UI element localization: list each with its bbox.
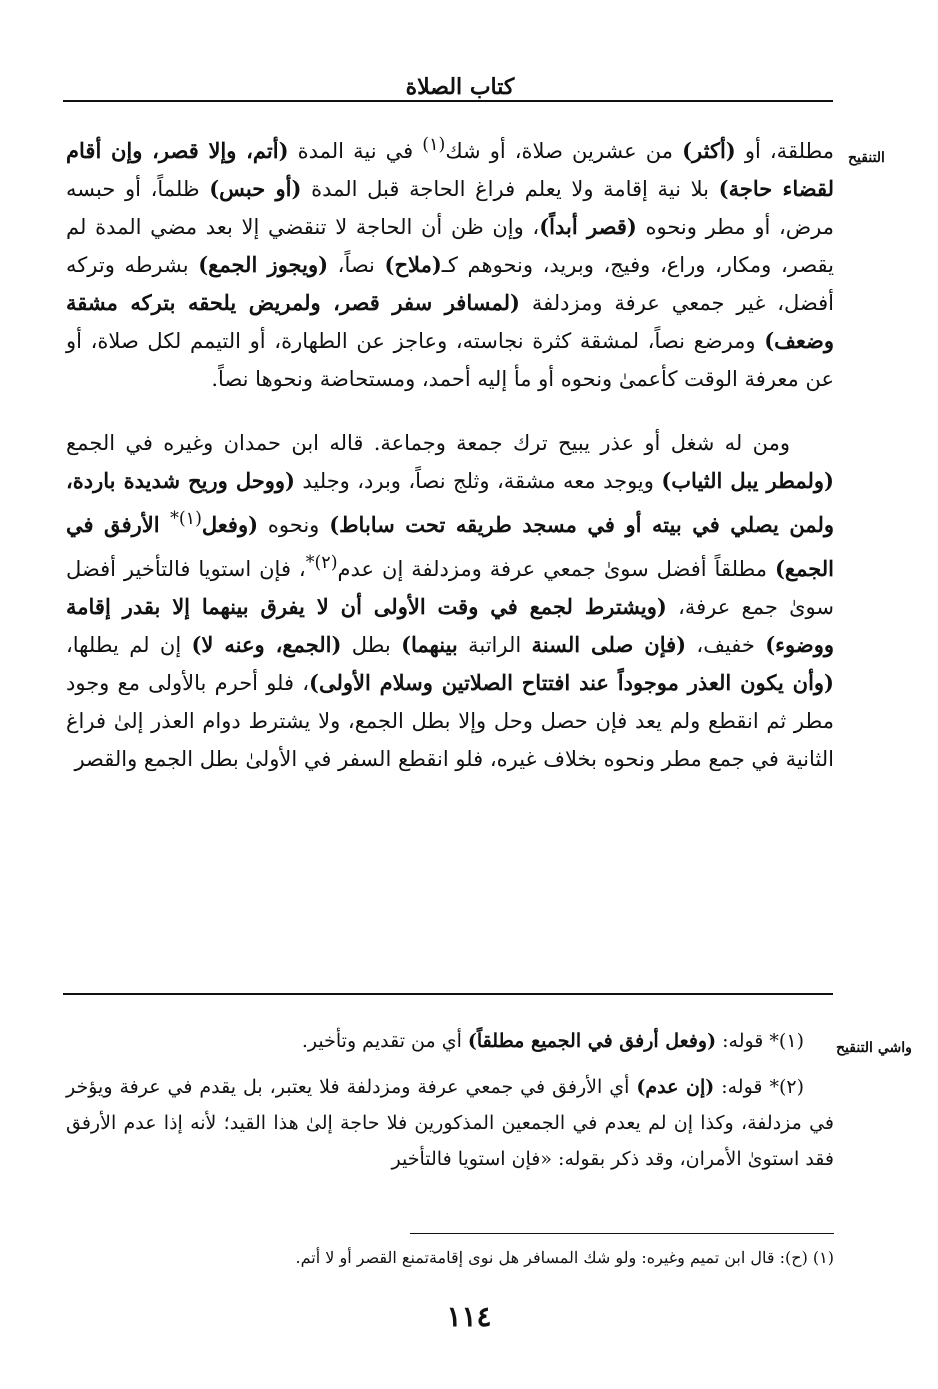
text-run: مطلقاً أفضل سوىٰ جمعي عرفة ومزدلفة إن عدم	[337, 557, 775, 581]
text-run: ويوجد معه مشقة، وثلج نصاً، وبرد، وجليد	[294, 469, 662, 493]
bold-run: الأرفق في الجمع)	[66, 512, 834, 581]
bold-run: (فإن صلى السنة	[531, 632, 687, 657]
bold-run: (أو حبس)	[209, 176, 302, 201]
header-rule	[63, 100, 833, 102]
bold-run: (ولمطر يبل الثياب)	[661, 468, 834, 493]
text-run: نصاً،	[328, 253, 385, 277]
notes-separator-rule	[63, 993, 833, 995]
text-run: من عشرين صلاة، أو شك	[445, 139, 683, 163]
bold-run: (ملاح)	[384, 252, 442, 277]
text-run: ومن له شغل أو عذر يبيح ترك جمعة وجماعة. قاله ابن حمدان وغيره في الجمع	[66, 431, 790, 455]
text-run: أي من تقديم وتأخير.	[301, 1030, 468, 1052]
text-run: ونحوه	[258, 513, 330, 537]
bold-run: (وفعل	[201, 512, 259, 537]
bold-run: (وفعل أرفق في الجميع مطلقاً)	[467, 1030, 717, 1052]
text-run: ، وإن ظن أن الحاجة لا تنقضي إلا بعد مضي المدة لم يقصر، ومكار، وراع، وفيج، وبريد، ونحوهم كـ	[66, 215, 835, 277]
footnote-rule	[410, 1233, 834, 1234]
bold-run: (الجمع، وعنه لا)	[191, 632, 342, 657]
footnote-marker: (١)	[422, 135, 446, 155]
bold-run: (ووحل وريح شديدة باردة، ولمن يصلي في بيته أو في مسجد طريقه تحت ساباط)	[66, 468, 834, 537]
footnote: (١) (ح): قال ابن تميم وغيره: ولو شك المسافر هل نوى إقامةتمنع القصر أو لا أتم.	[295, 1248, 834, 1267]
note-marker: (٢)*	[305, 553, 338, 573]
text-run: مطلقة، أو	[735, 139, 834, 163]
bold-run: (ويشترط لجمع في وقت الأولى أن لا يفرق بينهما إلا بقدر إقامة ووضوء)	[66, 594, 835, 657]
bold-run: (وأن يكون العذر موجوداً عند افتتاح الصلاتين وسلام الأولى)	[309, 670, 834, 695]
page-number: ١١٤	[446, 1300, 492, 1333]
bold-run: بينهما)	[401, 632, 458, 657]
note-marker: (١)*	[170, 509, 202, 529]
side-label-main: التنقيح	[848, 150, 885, 166]
bold-run: (ويجوز الجمع)	[198, 252, 329, 277]
text-run: في نية المدة	[288, 139, 423, 163]
text-run: ومرضع نصاً، لمشقة كثرة نجاسته، وعاجز عن الطهارة، أو التيمم لكل صلاة، أو عن معرفة الوقت كأعمىٰ ونحوه أو مأ إليه أحمد، ومستحاضة ونحوها نصاً.	[66, 329, 834, 391]
commentary-notes	[66, 1023, 834, 1177]
main-text	[66, 126, 834, 778]
side-label-notes: واشي التنقيح	[836, 1040, 912, 1056]
note-number: (١)* قوله:	[716, 1030, 804, 1052]
text-run: إن لم يطلها،	[66, 633, 192, 657]
note-number: (٢)* قوله:	[714, 1076, 805, 1098]
note-2	[66, 1069, 834, 1177]
running-head-title: كتاب الصلاة	[405, 74, 515, 100]
note-1	[66, 1023, 834, 1059]
bold-run: (إن عدم)	[636, 1076, 715, 1098]
text-run: الراتبة	[457, 633, 532, 657]
bold-run: (لمسافر سفر قصر، ولمريض يلحقه بتركه مشقة وضعف)	[66, 290, 834, 353]
text-run: ظلماً، أو حبسه مرض، أو مطر ونحوه	[66, 177, 834, 239]
text-run: خفيف،	[686, 633, 766, 657]
text-run: بلا نية إقامة ولا يعلم فراغ الحاجة قبل المدة	[301, 177, 719, 201]
paragraph-1	[66, 126, 834, 398]
text-run: بشرطه وتركه أفضل، غير جمعي عرفة ومزدلفة	[66, 253, 835, 315]
paragraph-2	[66, 424, 834, 778]
text-run: ، فلو أحرم بالأولى مع وجود مطر ثم انقطع ولم يعد فإن حصل وحل وإلا بطل الجمع، ولا يشترط دوام العذر إلىٰ فراغ الثانية في جمع مطر ونحوه بخلاف غيره، فلو انقطع السفر في الأولىٰ بطل الجمع والقصر	[66, 671, 834, 771]
bold-run: (قصر أبداً)	[539, 214, 637, 239]
text-run: بطل	[341, 633, 402, 657]
bold-run: (أتم، وإلا قصر، وإن أقام لقضاء حاجة)	[66, 138, 835, 201]
text-run: ، فإن استويا فالتأخير أفضل سوىٰ جمع عرفة،	[66, 557, 834, 619]
bold-run: (أكثر)	[682, 138, 736, 163]
text-run: أي الأرفق في جمعي عرفة ومزدلفة فلا يعتبر، بل يقدم في عرفة ويؤخر في مزدلفة، وكذا إن لم يعدم في الجمعين المذكورين فلا حاجة إلىٰ هذا القيد؛ لأنه إذا عدم الأرفق فقد استوىٰ الأمران، وقد ذكر بقوله: «فإن استويا فالتأخير	[66, 1076, 834, 1170]
